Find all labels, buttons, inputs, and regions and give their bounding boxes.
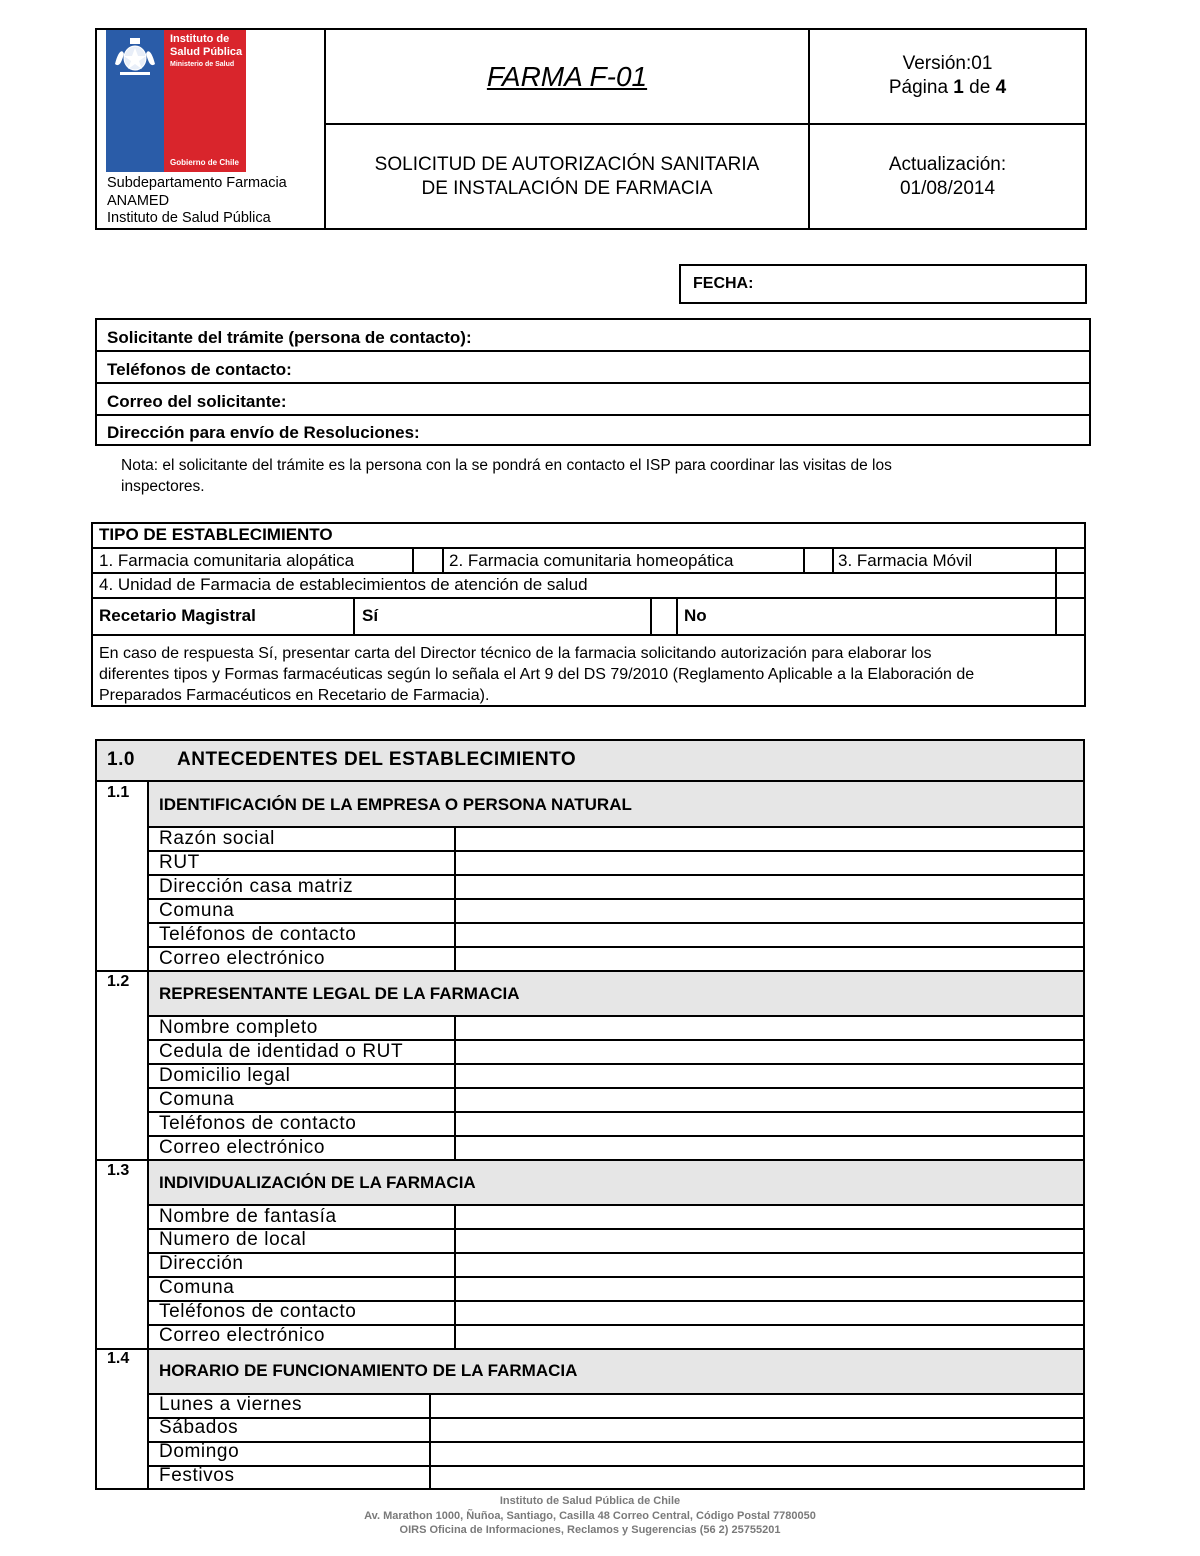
input-sabados[interactable] [431,1419,1083,1441]
isp-logo [106,30,246,172]
fecha-field[interactable] [679,264,1087,304]
section-1-3-num: 1.3 [107,1162,130,1179]
input-correo-empresa[interactable] [456,948,1083,970]
input-comuna-empresa[interactable] [456,900,1083,922]
field-correo-empresa: Correo electrónico [159,948,326,969]
field-razon-social: Razón social [159,828,275,849]
contact-note-line-2: inspectores. [121,478,205,495]
form-code: FARMA F-01 [486,60,648,92]
field-direccion-casa-matriz: Dirección casa matriz [159,876,354,897]
field-domicilio-legal: Domicilio legal [159,1065,291,1086]
field-festivos: Festivos [159,1465,235,1486]
recetario-label: Recetario Magistral [99,606,256,625]
input-direccion-casa-matriz[interactable] [456,876,1083,898]
tipo-opt-3: 3. Farmacia Móvil [838,551,973,570]
section-1-2-title: REPRESENTANTE LEGAL DE LA FARMACIA [159,984,520,1003]
contact-telefonos[interactable]: Teléfonos de contacto: [107,360,292,379]
logo-title-2: Salud Pública [170,46,243,58]
recetario-note [99,643,974,706]
field-comuna-farmacia: Comuna [159,1277,235,1298]
input-telefonos-empresa[interactable] [456,924,1083,946]
footer-line-2: Av. Marathon 1000, Ñuñoa, Santiago, Casilla 48 Correo Central, Código Postal 7780050 [364,1509,816,1522]
section-1-2-num: 1.2 [107,973,130,990]
page-number: 1 [953,77,964,98]
input-domicilio-legal[interactable] [456,1065,1083,1087]
page-of: de [963,77,996,98]
section-1-4-num: 1.4 [107,1350,130,1367]
org-line-3: Instituto de Salud Pública [107,210,271,226]
tipo-checkbox-1[interactable] [414,549,442,572]
input-lunes-viernes[interactable] [431,1395,1083,1417]
input-nombre-fantasia[interactable] [456,1206,1083,1228]
field-telefonos-farmacia: Teléfonos de contacto [159,1301,357,1322]
page-footer [300,1494,880,1538]
footer-line-3: OIRS Oficina de Informaciones, Reclamos y Sugerencias (56 2) 25755201 [399,1524,781,1536]
field-lunes-viernes: Lunes a viernes [159,1394,303,1415]
input-telefonos-farmacia[interactable] [456,1302,1083,1324]
tipo-opt-2: 2. Farmacia comunitaria homeopática [449,551,734,570]
tipo-checkbox-4[interactable] [1057,574,1084,597]
input-correo-representante[interactable] [456,1137,1083,1159]
version-label: Versión:01 [902,53,993,74]
logo-blue-block [106,30,164,172]
tipo-opt-4: 4. Unidad de Farmacia de establecimientos de atención de salud [99,575,588,594]
input-comuna-representante[interactable] [456,1089,1083,1111]
logo-gobierno: Gobierno de Chile [170,158,239,167]
field-cedula-rut: Cedula de identidad o RUT [159,1041,404,1062]
input-domingo[interactable] [431,1443,1083,1465]
contact-note [121,455,892,497]
input-direccion-farmacia[interactable] [456,1254,1083,1276]
form-title-cell [326,125,808,228]
recetario-note-line-2: diferentes tipos y Formas farmacéuticas según lo señala el Art 9 del DS 79/2010 (Reglamento Aplicable a la Elaboración de [99,666,975,683]
field-nombre-completo: Nombre completo [159,1017,318,1038]
section-1-1-title: IDENTIFICACIÓN DE LA EMPRESA O PERSONA NATURAL [159,795,632,814]
field-comuna-empresa: Comuna [159,900,235,921]
recetario-no-checkbox[interactable] [1057,599,1084,634]
recetario-note-line-1: En caso de respuesta Sí, presentar carta del Director técnico de la farmacia solicitando autorización para elaborar los [99,645,932,662]
org-line-2: ANAMED [107,192,170,209]
field-rut: RUT [159,852,200,873]
field-telefonos-representante: Teléfonos de contacto [159,1113,357,1134]
input-nombre-completo[interactable] [456,1017,1083,1039]
contact-correo[interactable]: Correo del solicitante: [107,392,287,411]
field-correo-farmacia: Correo electrónico [159,1325,326,1346]
org-info [107,175,287,228]
input-razon-social[interactable] [456,828,1083,850]
section-1-3-title: INDIVIDUALIZACIÓN DE LA FARMACIA [159,1173,476,1192]
recetario-note-line-3: Preparados Farmacéuticos en Recetario de Farmacia). [99,687,490,704]
update-label: Actualización: [888,153,1007,175]
coat-of-arms-icon [112,34,158,78]
form-code-cell [326,30,808,123]
field-sabados: Sábados [159,1417,239,1438]
input-correo-farmacia[interactable] [456,1326,1083,1348]
version-cell [810,46,1085,106]
section-1-1-num: 1.1 [107,784,130,801]
input-festivos[interactable] [431,1467,1083,1488]
contact-note-line-1: Nota: el solicitante del trámite es la persona con la se pondrá en contacto el ISP para coordinar las visitas de los [121,457,892,474]
page-info [889,76,1006,100]
input-rut[interactable] [456,852,1083,874]
section-1-4-title: HORARIO DE FUNCIONAMIENTO DE LA FARMACIA [159,1361,578,1380]
input-numero-local[interactable] [456,1230,1083,1252]
org-line-1: Subdepartamento Farmacia [107,175,287,191]
recetario-si-checkbox[interactable] [652,599,676,634]
footer-line-1: Instituto de Salud Pública de Chile [499,1495,681,1507]
recetario-no: No [684,606,707,625]
antecedentes-num: 1.0 [107,749,135,770]
tipo-checkbox-3[interactable] [1057,549,1084,572]
contact-direccion[interactable]: Dirección para envío de Resoluciones: [107,423,420,442]
page-total: 4 [995,77,1007,98]
field-numero-local: Numero de local [159,1229,307,1250]
antecedentes-title: ANTECEDENTES DEL ESTABLECIMIENTO [177,749,577,770]
field-nombre-fantasia: Nombre de fantasía [159,1206,337,1227]
field-direccion-farmacia: Dirección [159,1253,244,1274]
input-comuna-farmacia[interactable] [456,1278,1083,1300]
fecha-label: FECHA: [693,275,754,292]
tipo-opt-1: 1. Farmacia comunitaria alopática [99,551,355,570]
form-title-line-2: DE INSTALACIÓN DE FARMACIA [421,177,713,199]
contact-solicitante[interactable]: Solicitante del trámite (persona de contacto): [107,328,472,347]
tipo-title: TIPO DE ESTABLECIMIENTO [99,525,333,544]
form-title-line-1: SOLICITUD DE AUTORIZACIÓN SANITARIA [374,153,760,175]
logo-title-1: Instituto de [170,33,230,45]
field-domingo: Domingo [159,1441,240,1462]
input-cedula-rut[interactable] [456,1041,1083,1063]
recetario-si: Sí [362,606,379,625]
field-correo-representante: Correo electrónico [159,1137,326,1158]
field-telefonos-empresa: Teléfonos de contacto [159,924,357,945]
update-cell [810,125,1085,228]
logo-ministry: Ministerio de Salud [170,61,235,68]
page-prefix: Página [888,77,954,98]
update-date: 01/08/2014 [899,177,996,199]
input-telefonos-representante[interactable] [456,1113,1083,1135]
field-comuna-representante: Comuna [159,1089,235,1110]
tipo-checkbox-2[interactable] [805,549,832,572]
